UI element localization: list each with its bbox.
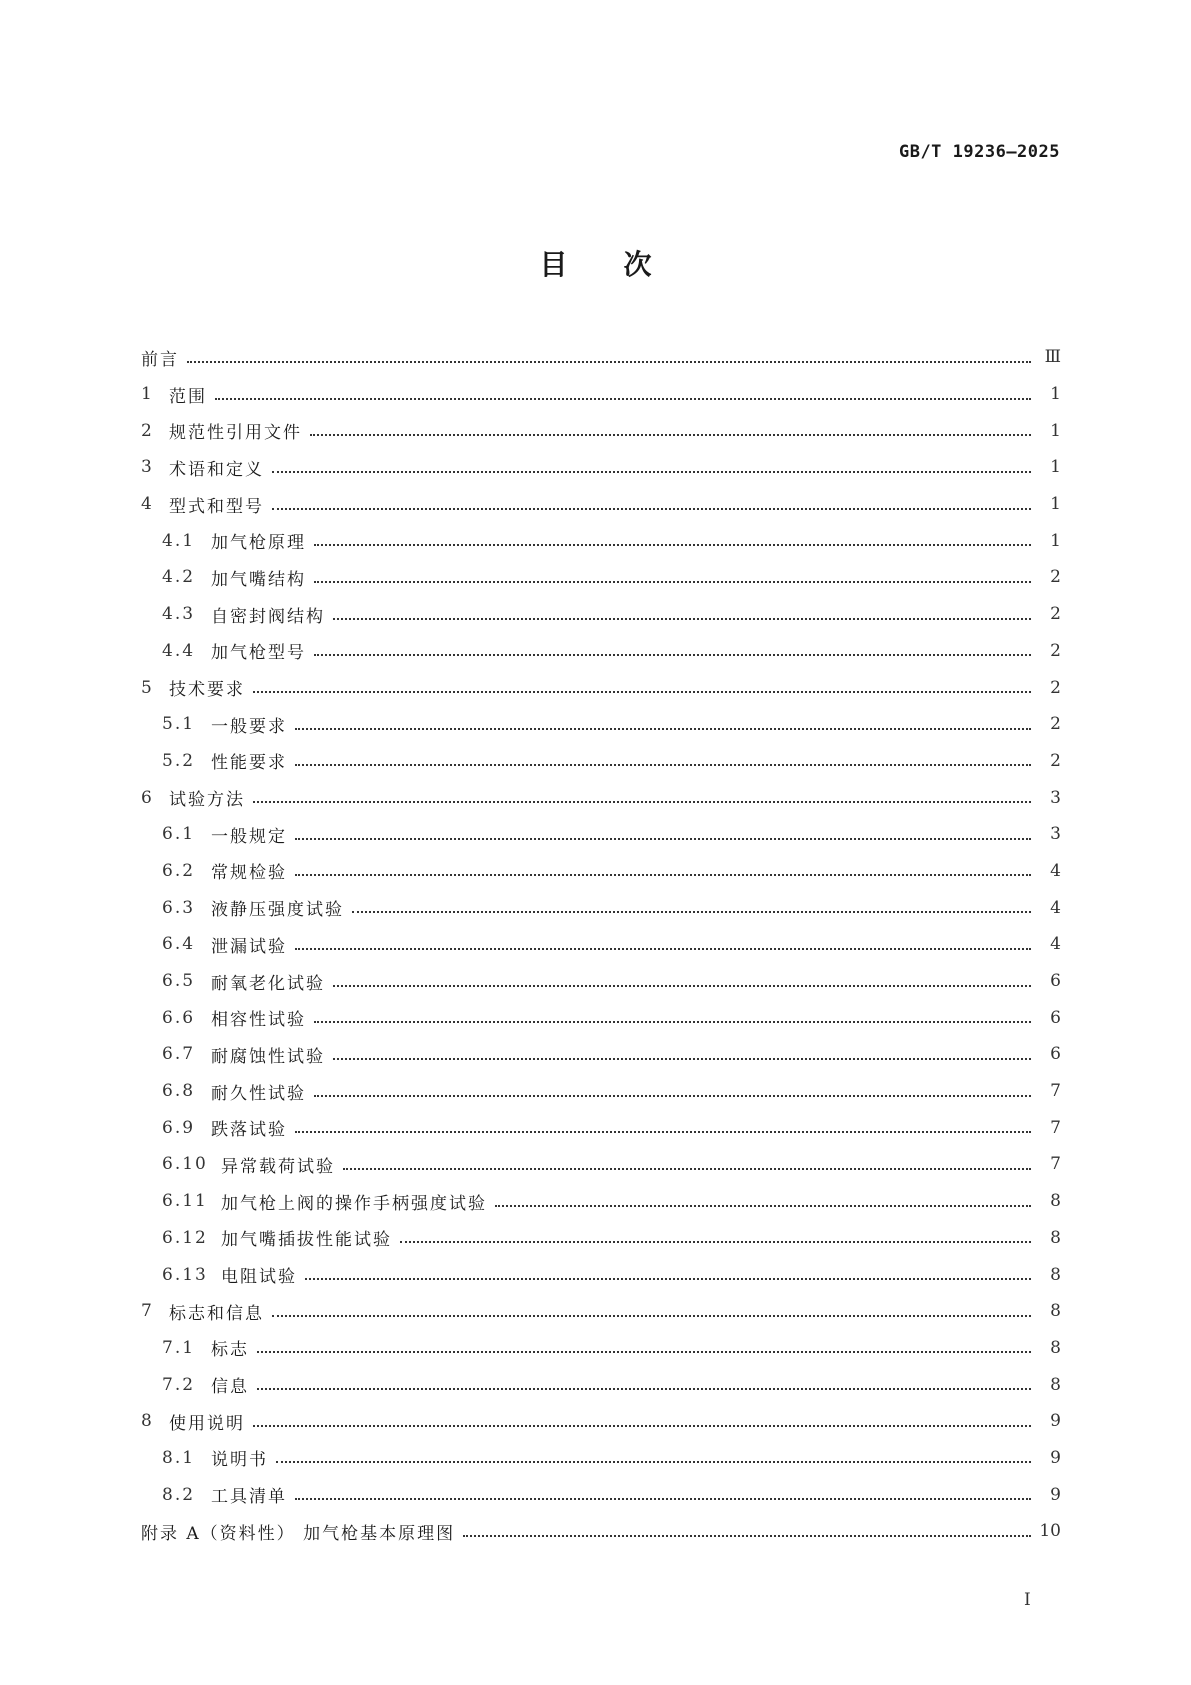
dot-leader [295,1497,1031,1500]
toc-entry[interactable] [141,963,1061,1000]
dot-leader [400,1240,1031,1243]
toc-entry-number: 6.13 [162,1264,208,1285]
toc-entry[interactable] [141,1476,1061,1513]
toc-entry-number: 7 [141,1301,154,1322]
toc-entry-page: 7 [1050,1117,1061,1138]
dot-leader [295,1130,1031,1133]
toc-entry-label: 电阻试验 [221,1267,297,1288]
toc-entry-page: 1 [1050,384,1061,405]
toc-entry[interactable] [141,1183,1061,1220]
toc-entry-number: 4 [141,494,154,515]
toc-entry[interactable] [141,1293,1061,1330]
toc-entry[interactable] [141,1513,1061,1550]
toc-entry-number: 6.6 [162,1007,196,1028]
toc-entry-number: 3 [141,457,154,478]
toc-entry-number: 6.10 [162,1154,208,1175]
page-number: Ⅰ [1024,1590,1031,1610]
toc-entry-number: 6.7 [162,1044,196,1065]
toc-entry-page: 3 [1050,787,1061,808]
toc-entry-label: 自密封阀结构 [211,606,325,627]
toc-entry-number: 6.2 [162,860,196,881]
dot-leader [215,397,1031,400]
toc-entry[interactable] [141,376,1061,413]
toc-entry-number: 4.3 [162,604,196,625]
toc-entry-number: 7.2 [162,1374,196,1395]
toc-entry-label: 标志 [211,1340,249,1361]
toc-entry[interactable] [141,816,1061,853]
toc-entry-label: 异常载荷试验 [221,1156,335,1177]
toc-entry-number: 6.3 [162,897,196,918]
toc-entry-label: 耐氧老化试验 [211,973,325,994]
toc-entry-label: 跌落试验 [211,1120,287,1141]
toc-entry-page: 7 [1050,1154,1061,1175]
toc-entry-page: 1 [1050,530,1061,551]
page-title: 目次 [539,248,708,281]
dot-leader [272,507,1031,510]
dot-leader [352,910,1031,913]
dot-leader [333,984,1031,987]
toc-entry-label: 加气枪型号 [211,643,306,664]
dot-leader [295,837,1031,840]
toc-entry-label: 范围 [169,386,207,407]
toc-entry-number: 6.9 [162,1117,196,1138]
toc-entry-label: 性能要求 [211,753,287,774]
toc-entry-number: 6.8 [162,1081,196,1102]
toc-entry-page: 1 [1050,457,1061,478]
toc-entry-page: 1 [1050,420,1061,441]
toc-entry-page: 2 [1050,677,1061,698]
toc-entry[interactable] [141,633,1061,670]
toc-entry[interactable] [141,889,1061,926]
dot-leader [253,800,1031,803]
toc-entry-label: 附录 A（资料性） 加气枪基本原理图 [141,1523,456,1544]
toc-entry-number: 6 [141,787,154,808]
toc-entry-label: 型式和型号 [169,496,264,517]
toc-entry-number: 6.12 [162,1227,208,1248]
toc-entry[interactable] [141,449,1061,486]
dot-leader [272,470,1031,473]
toc-entry-number: 7.1 [162,1337,196,1358]
dot-leader [333,1057,1031,1060]
dot-leader [257,1350,1031,1353]
toc-entry-number: 6.11 [162,1191,208,1212]
toc-entry[interactable] [141,853,1061,890]
document-id: GB/T 19236—2025 [898,142,1060,162]
toc-entry-page: 8 [1050,1301,1061,1322]
toc-entry-label: 信息 [211,1377,249,1398]
toc-entry-page: 9 [1050,1411,1061,1432]
toc-entry-label: 加气嘴插拔性能试验 [221,1230,392,1251]
dot-leader [253,690,1031,693]
toc-entry[interactable] [141,1073,1061,1110]
toc-entry-label: 术语和定义 [169,459,264,480]
dot-leader [314,1094,1031,1097]
toc-entry-number: 6.5 [162,971,196,992]
toc-entry[interactable] [141,1256,1061,1293]
dot-leader [463,1534,1031,1537]
toc-entry-page: 8 [1050,1374,1061,1395]
toc-entry-label: 相容性试验 [211,1010,306,1031]
toc-entry-label: 技术要求 [169,680,245,701]
toc-entry-page: 2 [1050,750,1061,771]
toc-entry-page: 2 [1050,567,1061,588]
dot-leader [257,1387,1031,1390]
toc-entry[interactable] [141,522,1061,559]
toc-entry[interactable] [141,596,1061,633]
toc-entry[interactable] [141,926,1061,963]
toc-entry-label: 加气枪上阀的操作手柄强度试验 [221,1193,487,1214]
toc-entry-page: 6 [1050,1007,1061,1028]
toc-entry-label: 一般规定 [211,826,287,847]
toc-entry-label: 标志和信息 [169,1303,264,1324]
toc-entry-number: 1 [141,384,154,405]
toc-entry[interactable] [141,669,1061,706]
toc-entry-page: 4 [1050,934,1061,955]
toc-entry-number: 5.1 [162,714,196,735]
toc-entry[interactable] [141,339,1061,376]
toc-entry-page: 2 [1050,714,1061,735]
dot-leader [314,543,1031,546]
dot-leader [495,1204,1031,1207]
toc-entry-page: 1 [1050,494,1061,515]
table-of-contents [141,339,1061,1550]
toc-entry[interactable] [141,1330,1061,1367]
toc-entry-label: 一般要求 [211,716,287,737]
toc-entry-page: 9 [1050,1484,1061,1505]
dot-leader [305,1277,1031,1280]
toc-entry-label: 前言 [141,349,179,370]
toc-entry-number: 4.1 [162,530,196,551]
toc-entry-label: 耐腐蚀性试验 [211,1046,325,1067]
toc-entry-number: 5 [141,677,154,698]
dot-leader [295,763,1031,766]
dot-leader [295,873,1031,876]
toc-entry-label: 说明书 [211,1450,268,1471]
toc-entry-label: 液静压强度试验 [211,900,344,921]
dot-leader [314,1020,1031,1023]
toc-entry[interactable] [141,1366,1061,1403]
dot-leader [295,727,1031,730]
dot-leader [343,1167,1031,1170]
dot-leader [295,947,1031,950]
toc-entry-label: 加气枪原理 [211,533,306,554]
toc-entry[interactable] [141,1403,1061,1440]
dot-leader [272,1314,1031,1317]
toc-entry[interactable] [141,1146,1061,1183]
toc-entry-page: 8 [1050,1227,1061,1248]
toc-entry-page: 10 [1039,1521,1061,1542]
dot-leader [310,433,1031,436]
toc-entry-number: 2 [141,420,154,441]
toc-entry-number: 8.2 [162,1484,196,1505]
toc-entry-page: 8 [1050,1337,1061,1358]
toc-entry[interactable] [141,1220,1061,1257]
toc-entry-page: Ⅲ [1044,347,1061,368]
toc-entry-number: 8 [141,1411,154,1432]
toc-entry-page: 6 [1050,1044,1061,1065]
toc-entry[interactable] [141,1440,1061,1477]
toc-entry-label: 泄漏试验 [211,936,287,957]
toc-entry-label: 规范性引用文件 [169,423,302,444]
toc-entry[interactable] [141,486,1061,523]
toc-entry[interactable] [141,743,1061,780]
toc-entry-page: 2 [1050,604,1061,625]
toc-entry-label: 使用说明 [169,1413,245,1434]
toc-entry-page: 4 [1050,897,1061,918]
toc-entry-number: 6.4 [162,934,196,955]
dot-leader [333,617,1031,620]
toc-entry[interactable] [141,412,1061,449]
toc-entry-number: 4.4 [162,640,196,661]
toc-entry-label: 常规检验 [211,863,287,884]
toc-entry-label: 耐久性试验 [211,1083,306,1104]
toc-entry-number: 8.1 [162,1447,196,1468]
toc-entry[interactable] [141,999,1061,1036]
toc-entry-page: 2 [1050,640,1061,661]
toc-entry-page: 8 [1050,1191,1061,1212]
toc-entry-label: 加气嘴结构 [211,569,306,590]
toc-entry-page: 6 [1050,971,1061,992]
dot-leader [276,1460,1031,1463]
toc-entry-label: 工具清单 [211,1487,287,1508]
toc-entry-label: 试验方法 [169,790,245,811]
toc-entry-page: 8 [1050,1264,1061,1285]
toc-entry-page: 9 [1050,1447,1061,1468]
toc-entry[interactable] [141,706,1061,743]
toc-entry-page: 3 [1050,824,1061,845]
toc-entry[interactable] [141,559,1061,596]
toc-entry-page: 4 [1050,860,1061,881]
toc-entry[interactable] [141,1036,1061,1073]
toc-entry-number: 4.2 [162,567,196,588]
toc-entry-number: 5.2 [162,750,196,771]
toc-entry-page: 7 [1050,1081,1061,1102]
toc-entry[interactable] [141,779,1061,816]
toc-entry[interactable] [141,1109,1061,1146]
dot-leader [187,360,1031,363]
dot-leader [314,580,1031,583]
toc-entry-number: 6.1 [162,824,196,845]
dot-leader [253,1424,1031,1427]
dot-leader [314,653,1031,656]
